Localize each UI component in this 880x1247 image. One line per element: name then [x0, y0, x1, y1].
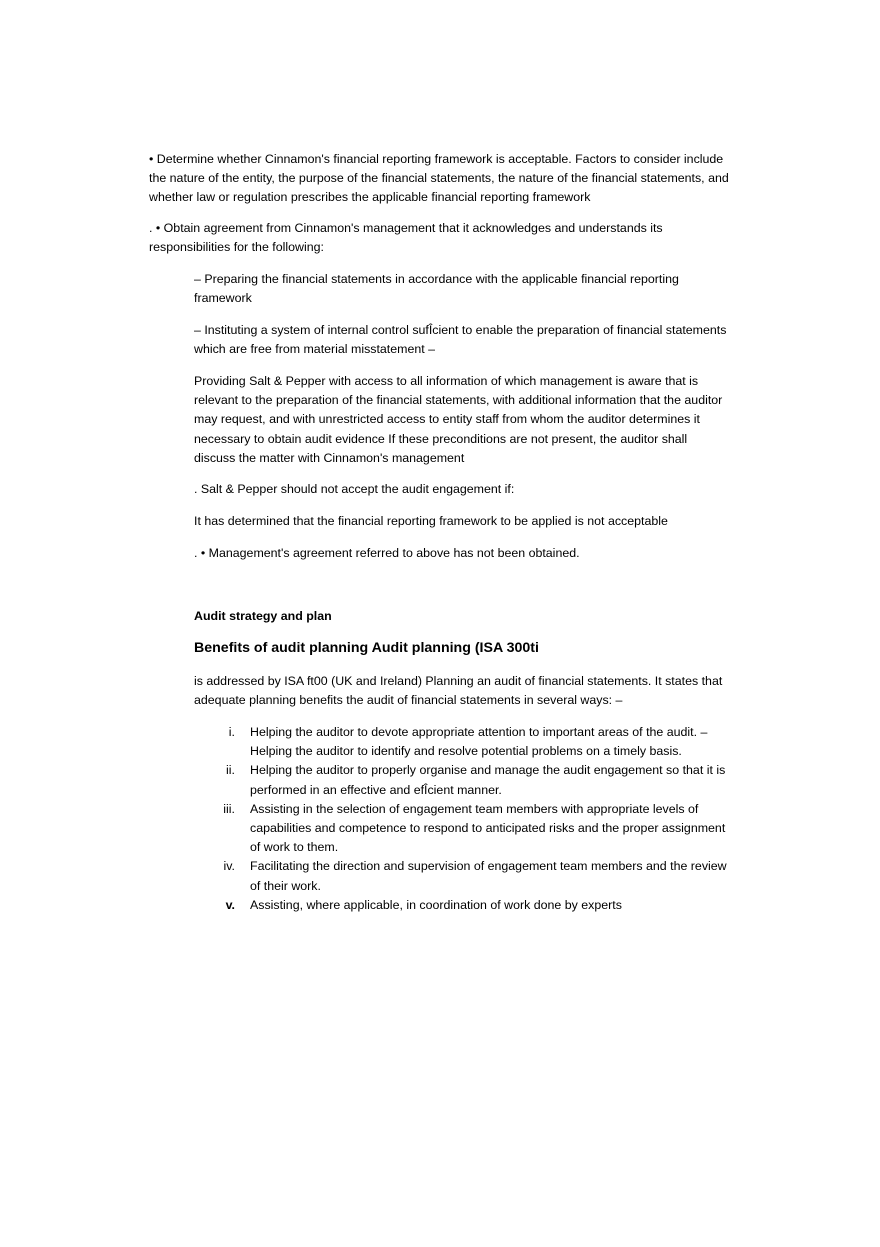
list-item	[194, 800, 734, 858]
paragraph-framework-not-acceptable: It has determined that the financial reporting framework to be applied is not acceptable	[194, 514, 668, 528]
list-number: ii.	[226, 763, 235, 778]
paragraph-management-agreement: . • Obtain agreement from Cinnamon's management that it acknowledges and understands its responsibilities for the following:	[149, 221, 663, 255]
section-heading: Audit strategy and plan	[194, 609, 332, 623]
list-number: iv.	[223, 859, 235, 874]
list-text: Helping the auditor to properly organise and manage the audit engagement so that it is performed in an effective and efÎcient manner.	[250, 763, 726, 797]
list-item	[194, 723, 734, 761]
section-subheading: Benefits of audit planning Audit planning (ISA 300ti	[194, 640, 539, 656]
paragraph-not-accept: . Salt & Pepper should not accept the audit engagement if:	[194, 482, 515, 496]
list-number: iii.	[223, 801, 235, 816]
list-item	[194, 761, 734, 799]
list-item	[194, 896, 734, 915]
list-text: Helping the auditor to devote appropriate attention to important areas of the audit. – Helping the auditor to identify and resolve potential problems on a timely basis.	[250, 725, 708, 759]
list-text: Facilitating the direction and supervision of engagement team members and the review of their work.	[250, 859, 727, 893]
benefits-list	[194, 723, 734, 915]
paragraph-agreement-not-obtained: . • Management's agreement referred to above has not been obtained.	[194, 546, 580, 560]
paragraph-providing-access: Providing Salt & Pepper with access to all information of which management is aware that is relevant to the preparation of the financial statements, with additional information that the auditor may request, and with unrestricted access to entity staff from whom the auditor determines it necessary to obtain audit evidence If these preconditions are not present, the auditor shall discuss the matter with Cinnamon's management	[194, 374, 723, 465]
list-text: Assisting in the selection of engagement team members with appropriate levels of capabilities and competence to respond to anticipated risks and the proper assignment of work to them.	[250, 801, 726, 855]
section-intro: is addressed by ISA ft00 (UK and Ireland) Planning an audit of financial statements. It states that adequate planning benefits the audit of financial statements in several ways: –	[194, 674, 723, 708]
list-number: i.	[228, 725, 235, 739]
paragraph-preparing-statements: – Preparing the financial statements in accordance with the applicable financial reporting framework	[194, 272, 679, 306]
list-text: Assisting, where applicable, in coordination of work done by experts	[250, 897, 622, 912]
list-item	[194, 857, 734, 895]
paragraph-framework-acceptable: • Determine whether Cinnamon's financial reporting framework is acceptable. Factors to consider include the nature of the entity, the purpose of the financial statements, the nature of the financial statements, and whether law or regulation prescribes the applicable financial reporting framework	[149, 152, 729, 205]
paragraph-internal-control: – Instituting a system of internal control sufÎcient to enable the preparation of financial statements which are free from material misstatement –	[194, 323, 727, 357]
list-number: v.	[225, 897, 235, 912]
